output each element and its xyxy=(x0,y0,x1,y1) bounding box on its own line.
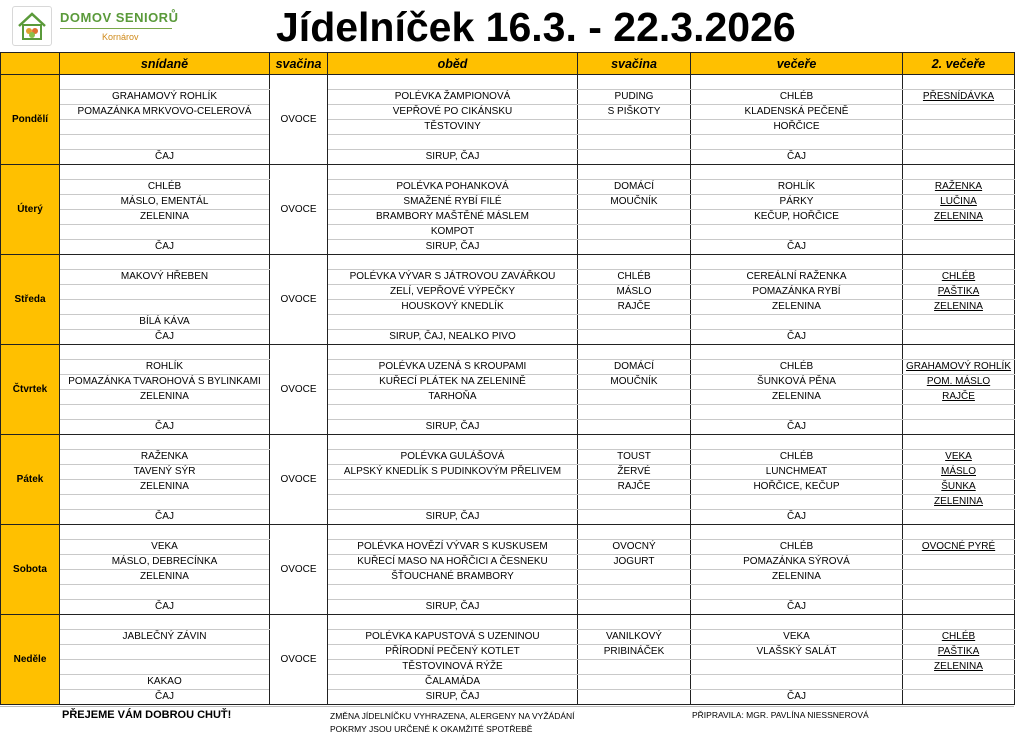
cell-lunch xyxy=(328,435,578,450)
cell-lunch: POLÉVKA KAPUSTOVÁ S UZENINOU xyxy=(328,630,578,645)
cell-lunch: POLÉVKA ŽAMPIONOVÁ xyxy=(328,90,578,105)
cell-breakfast: TAVENÝ SÝR xyxy=(60,465,270,480)
cell-dinner: ROHLÍK xyxy=(691,180,903,195)
cell-snack-afternoon xyxy=(578,675,691,690)
cell-snack-morning: OVOCE xyxy=(270,435,328,525)
cell-snack-afternoon xyxy=(578,570,691,585)
cell-lunch xyxy=(328,315,578,330)
cell-dinner: KLADENSKÁ PEČENĚ xyxy=(691,105,903,120)
cell-dinner: CHLÉB xyxy=(691,360,903,375)
cell-snack-afternoon xyxy=(578,435,691,450)
cell-breakfast xyxy=(60,75,270,90)
menu-row xyxy=(1,570,1015,585)
cell-breakfast: ZELENINA xyxy=(60,210,270,225)
menu-row xyxy=(1,225,1015,240)
menu-row xyxy=(1,315,1015,330)
menu-row xyxy=(1,495,1015,510)
cell-second-dinner xyxy=(903,420,1015,435)
cell-second-dinner xyxy=(903,570,1015,585)
cell-lunch xyxy=(328,75,578,90)
day-label: Úterý xyxy=(1,165,60,255)
cell-breakfast: ČAJ xyxy=(60,240,270,255)
cell-dinner: PÁRKY xyxy=(691,195,903,210)
cell-breakfast xyxy=(60,645,270,660)
cell-second-dinner: ZELENINA xyxy=(903,210,1015,225)
cell-lunch: VEPŘOVÉ PO CIKÁNSKU xyxy=(328,105,578,120)
cell-breakfast: ČAJ xyxy=(60,690,270,705)
menu-row xyxy=(1,210,1015,225)
page-title: Jídelníček 16.3. - 22.3.2026 xyxy=(276,4,796,50)
cell-snack-afternoon xyxy=(578,390,691,405)
cell-dinner xyxy=(691,315,903,330)
cell-second-dinner xyxy=(903,240,1015,255)
cell-dinner xyxy=(691,165,903,180)
cell-second-dinner xyxy=(903,135,1015,150)
cell-snack-afternoon: MOUČNÍK xyxy=(578,195,691,210)
menu-row xyxy=(1,465,1015,480)
cell-second-dinner: PŘESNÍDÁVKA xyxy=(903,90,1015,105)
cell-breakfast: RAŽENKA xyxy=(60,450,270,465)
cell-lunch: POLÉVKA HOVĚZÍ VÝVAR S KUSKUSEM xyxy=(328,540,578,555)
cell-breakfast xyxy=(60,525,270,540)
day-label: Sobota xyxy=(1,525,60,615)
cell-lunch: POLÉVKA UZENÁ S KROUPAMI xyxy=(328,360,578,375)
cell-dinner: ZELENINA xyxy=(691,570,903,585)
cell-second-dinner: VEKA xyxy=(903,450,1015,465)
cell-breakfast: ROHLÍK xyxy=(60,360,270,375)
cell-second-dinner xyxy=(903,600,1015,615)
cell-second-dinner xyxy=(903,105,1015,120)
menu-row xyxy=(1,345,1015,360)
cell-lunch: KUŘECÍ PLÁTEK NA ZELENINĚ xyxy=(328,375,578,390)
menu-row xyxy=(1,240,1015,255)
cell-second-dinner xyxy=(903,525,1015,540)
cell-dinner xyxy=(691,405,903,420)
cell-breakfast: JABLEČNÝ ZÁVIN xyxy=(60,630,270,645)
footer-note-allergens: ZMĚNA JÍDELNÍČKU VYHRAZENA, ALERGENY NA VYŽÁDÁNÍ xyxy=(330,711,575,721)
cell-breakfast xyxy=(60,225,270,240)
cell-dinner xyxy=(691,435,903,450)
footer-notes xyxy=(330,710,575,736)
cell-second-dinner: CHLÉB xyxy=(903,630,1015,645)
cell-dinner: ŠUNKOVÁ PĚNA xyxy=(691,375,903,390)
cell-dinner xyxy=(691,75,903,90)
menu-row xyxy=(1,615,1015,630)
cell-snack-afternoon xyxy=(578,600,691,615)
cell-lunch xyxy=(328,615,578,630)
cell-second-dinner: OVOCNÉ PYRÉ xyxy=(903,540,1015,555)
menu-row xyxy=(1,585,1015,600)
cell-breakfast: KAKAO xyxy=(60,675,270,690)
cell-breakfast xyxy=(60,285,270,300)
cell-second-dinner: LUČINA xyxy=(903,195,1015,210)
col-header-snack-afternoon: svačina xyxy=(578,53,691,75)
menu-row xyxy=(1,255,1015,270)
cell-lunch: SIRUP, ČAJ xyxy=(328,150,578,165)
menu-row xyxy=(1,360,1015,375)
cell-dinner: POMAZÁNKA SÝROVÁ xyxy=(691,555,903,570)
cell-breakfast: MAKOVÝ HŘEBEN xyxy=(60,270,270,285)
menu-row xyxy=(1,510,1015,525)
cell-second-dinner: RAŽENKA xyxy=(903,180,1015,195)
menu-row xyxy=(1,540,1015,555)
col-header-dinner: večeře xyxy=(691,53,903,75)
cell-lunch: ALPSKÝ KNEDLÍK S PUDINKOVÝM PŘELIVEM xyxy=(328,465,578,480)
cell-snack-afternoon xyxy=(578,525,691,540)
cell-snack-afternoon: RAJČE xyxy=(578,480,691,495)
cell-breakfast: MÁSLO, EMENTÁL xyxy=(60,195,270,210)
cell-lunch: SIRUP, ČAJ xyxy=(328,420,578,435)
menu-row xyxy=(1,630,1015,645)
cell-snack-afternoon xyxy=(578,135,691,150)
cell-dinner xyxy=(691,225,903,240)
cell-snack-afternoon: MOUČNÍK xyxy=(578,375,691,390)
cell-snack-afternoon xyxy=(578,405,691,420)
cell-breakfast: ČAJ xyxy=(60,510,270,525)
cell-second-dinner: ŠUNKA xyxy=(903,480,1015,495)
menu-row xyxy=(1,105,1015,120)
cell-second-dinner xyxy=(903,255,1015,270)
cell-dinner: HOŘČICE xyxy=(691,120,903,135)
cell-lunch: TĚSTOVINY xyxy=(328,120,578,135)
cell-second-dinner xyxy=(903,585,1015,600)
cell-lunch: SIRUP, ČAJ xyxy=(328,240,578,255)
cell-snack-afternoon: OVOCNÝ xyxy=(578,540,691,555)
cell-breakfast xyxy=(60,585,270,600)
cell-second-dinner xyxy=(903,225,1015,240)
cell-second-dinner: MÁSLO xyxy=(903,465,1015,480)
cell-second-dinner xyxy=(903,345,1015,360)
cell-second-dinner: ZELENINA xyxy=(903,300,1015,315)
menu-row xyxy=(1,330,1015,345)
cell-snack-afternoon xyxy=(578,150,691,165)
cell-second-dinner: PAŠTIKA xyxy=(903,645,1015,660)
cell-snack-afternoon: S PIŠKOTY xyxy=(578,105,691,120)
cell-second-dinner: RAJČE xyxy=(903,390,1015,405)
cell-lunch: ZELÍ, VEPŘOVÉ VÝPEČKY xyxy=(328,285,578,300)
menu-row xyxy=(1,480,1015,495)
cell-dinner xyxy=(691,255,903,270)
cell-breakfast xyxy=(60,255,270,270)
cell-dinner xyxy=(691,615,903,630)
cell-dinner: CHLÉB xyxy=(691,450,903,465)
footer xyxy=(0,706,1014,744)
cell-lunch: KUŘECÍ MASO NA HOŘČICI A ČESNEKU xyxy=(328,555,578,570)
cell-snack-afternoon xyxy=(578,120,691,135)
cell-snack-afternoon: PRIBINÁČEK xyxy=(578,645,691,660)
cell-second-dinner xyxy=(903,555,1015,570)
cell-dinner: LUNCHMEAT xyxy=(691,465,903,480)
cell-lunch: TARHOŇA xyxy=(328,390,578,405)
cell-lunch xyxy=(328,255,578,270)
cell-second-dinner: POM. MÁSLO xyxy=(903,375,1015,390)
cell-lunch: TĚSTOVINOVÁ RÝŽE xyxy=(328,660,578,675)
cell-dinner: CHLÉB xyxy=(691,90,903,105)
cell-second-dinner: CHLÉB xyxy=(903,270,1015,285)
cell-breakfast: ZELENINA xyxy=(60,390,270,405)
cell-snack-morning: OVOCE xyxy=(270,255,328,345)
cell-lunch: SMAŽENÉ RYBÍ FILÉ xyxy=(328,195,578,210)
cell-snack-morning: OVOCE xyxy=(270,525,328,615)
cell-second-dinner xyxy=(903,75,1015,90)
cell-lunch: HOUSKOVÝ KNEDLÍK xyxy=(328,300,578,315)
cell-snack-afternoon xyxy=(578,165,691,180)
cell-snack-afternoon xyxy=(578,420,691,435)
cell-second-dinner xyxy=(903,405,1015,420)
cell-breakfast: MÁSLO, DEBRECÍNKA xyxy=(60,555,270,570)
day-label: Pondělí xyxy=(1,75,60,165)
col-header-snack-morning: svačina xyxy=(270,53,328,75)
cell-second-dinner xyxy=(903,330,1015,345)
cell-lunch: POLÉVKA POHANKOVÁ xyxy=(328,180,578,195)
cell-lunch xyxy=(328,480,578,495)
cell-lunch xyxy=(328,405,578,420)
cell-breakfast: CHLÉB xyxy=(60,180,270,195)
cell-second-dinner: GRAHAMOVÝ ROHLÍK xyxy=(903,360,1015,375)
menu-row xyxy=(1,660,1015,675)
cell-breakfast: VEKA xyxy=(60,540,270,555)
cell-breakfast: BÍLÁ KÁVA xyxy=(60,315,270,330)
cell-second-dinner: ZELENINA xyxy=(903,660,1015,675)
cell-dinner: ČAJ xyxy=(691,150,903,165)
menu-row xyxy=(1,450,1015,465)
cell-dinner: VEKA xyxy=(691,630,903,645)
cell-dinner: ZELENINA xyxy=(691,390,903,405)
cell-snack-afternoon xyxy=(578,225,691,240)
menu-row xyxy=(1,285,1015,300)
cell-lunch xyxy=(328,135,578,150)
cell-snack-morning: OVOCE xyxy=(270,165,328,255)
menu-row xyxy=(1,645,1015,660)
cell-snack-afternoon xyxy=(578,315,691,330)
cell-breakfast xyxy=(60,165,270,180)
cell-breakfast: POMAZÁNKA MRKVOVO-CELEROVÁ xyxy=(60,105,270,120)
cell-lunch xyxy=(328,585,578,600)
menu-row xyxy=(1,525,1015,540)
cell-lunch: POLÉVKA GULÁŠOVÁ xyxy=(328,450,578,465)
cell-snack-morning: OVOCE xyxy=(270,615,328,705)
cell-dinner: ČAJ xyxy=(691,240,903,255)
cell-snack-afternoon: VANILKOVÝ xyxy=(578,630,691,645)
cell-second-dinner xyxy=(903,120,1015,135)
cell-second-dinner xyxy=(903,690,1015,705)
cell-breakfast xyxy=(60,615,270,630)
cell-lunch: SIRUP, ČAJ xyxy=(328,690,578,705)
footer-wish: PŘEJEME VÁM DOBROU CHUŤ! xyxy=(62,709,232,721)
cell-breakfast xyxy=(60,300,270,315)
cell-dinner: ČAJ xyxy=(691,690,903,705)
menu-row xyxy=(1,555,1015,570)
cell-snack-afternoon xyxy=(578,615,691,630)
menu-row xyxy=(1,300,1015,315)
cell-snack-afternoon: DOMÁCÍ xyxy=(578,180,691,195)
footer-note-consumption: POKRMY JSOU URČENÉ K OKAMŽITÉ SPOTŘEBĚ xyxy=(330,724,533,734)
cell-dinner: ČAJ xyxy=(691,510,903,525)
cell-snack-afternoon xyxy=(578,345,691,360)
cell-snack-afternoon: RAJČE xyxy=(578,300,691,315)
menu-row xyxy=(1,420,1015,435)
menu-row xyxy=(1,405,1015,420)
menu-row xyxy=(1,90,1015,105)
cell-breakfast: GRAHAMOVÝ ROHLÍK xyxy=(60,90,270,105)
logo-name: DOMOV SENIORŮ xyxy=(60,10,179,25)
menu-row xyxy=(1,135,1015,150)
cell-lunch: PŘÍRODNÍ PEČENÝ KOTLET xyxy=(328,645,578,660)
cell-lunch: POLÉVKA VÝVAR S JÁTROVOU ZAVÁŘKOU xyxy=(328,270,578,285)
cell-breakfast: POMAZÁNKA TVAROHOVÁ S BYLINKAMI xyxy=(60,375,270,390)
cell-dinner: ČAJ xyxy=(691,600,903,615)
cell-breakfast: ČAJ xyxy=(60,420,270,435)
logo-location: Kornárov xyxy=(102,32,139,42)
menu-table xyxy=(0,52,1015,705)
cell-lunch: SIRUP, ČAJ xyxy=(328,600,578,615)
col-header-second-dinner: 2. večeře xyxy=(903,53,1015,75)
cell-snack-afternoon xyxy=(578,240,691,255)
cell-snack-afternoon xyxy=(578,210,691,225)
cell-lunch: KOMPOT xyxy=(328,225,578,240)
cell-dinner: HOŘČICE, KEČUP xyxy=(691,480,903,495)
cell-dinner xyxy=(691,585,903,600)
cell-lunch: SIRUP, ČAJ xyxy=(328,510,578,525)
cell-breakfast: ČAJ xyxy=(60,600,270,615)
cell-snack-afternoon xyxy=(578,585,691,600)
menu-row xyxy=(1,600,1015,615)
cell-snack-afternoon xyxy=(578,495,691,510)
menu-row xyxy=(1,375,1015,390)
cell-dinner xyxy=(691,675,903,690)
cell-dinner: ZELENINA xyxy=(691,300,903,315)
cell-breakfast: ČAJ xyxy=(60,150,270,165)
day-label: Středa xyxy=(1,255,60,345)
cell-dinner xyxy=(691,345,903,360)
cell-dinner: ČAJ xyxy=(691,330,903,345)
menu-row xyxy=(1,195,1015,210)
cell-second-dinner xyxy=(903,435,1015,450)
cell-breakfast xyxy=(60,135,270,150)
cell-snack-afternoon xyxy=(578,510,691,525)
cell-lunch xyxy=(328,345,578,360)
cell-dinner xyxy=(691,660,903,675)
house-logo-icon xyxy=(12,6,52,46)
cell-second-dinner: PAŠTIKA xyxy=(903,285,1015,300)
cell-breakfast: ČAJ xyxy=(60,330,270,345)
cell-dinner: CEREÁLNÍ RAŽENKA xyxy=(691,270,903,285)
menu-row xyxy=(1,270,1015,285)
day-label: Čtvrtek xyxy=(1,345,60,435)
cell-lunch: SIRUP, ČAJ, NEALKO PIVO xyxy=(328,330,578,345)
menu-row xyxy=(1,165,1015,180)
cell-lunch: BRAMBORY MAŠTĚNÉ MÁSLEM xyxy=(328,210,578,225)
cell-lunch xyxy=(328,495,578,510)
day-label: Neděle xyxy=(1,615,60,705)
cell-dinner: KEČUP, HOŘČICE xyxy=(691,210,903,225)
cell-breakfast xyxy=(60,345,270,360)
cell-breakfast xyxy=(60,435,270,450)
cell-snack-afternoon: PUDING xyxy=(578,90,691,105)
cell-snack-afternoon: CHLÉB xyxy=(578,270,691,285)
cell-second-dinner xyxy=(903,150,1015,165)
menu-row xyxy=(1,75,1015,90)
cell-lunch xyxy=(328,165,578,180)
cell-snack-afternoon: DOMÁCÍ xyxy=(578,360,691,375)
cell-breakfast xyxy=(60,660,270,675)
cell-snack-afternoon xyxy=(578,255,691,270)
cell-second-dinner xyxy=(903,615,1015,630)
cell-breakfast xyxy=(60,120,270,135)
cell-snack-morning: OVOCE xyxy=(270,345,328,435)
cell-dinner xyxy=(691,135,903,150)
cell-snack-afternoon xyxy=(578,660,691,675)
cell-snack-afternoon xyxy=(578,690,691,705)
cell-breakfast xyxy=(60,405,270,420)
cell-breakfast xyxy=(60,495,270,510)
cell-breakfast: ZELENINA xyxy=(60,480,270,495)
cell-snack-afternoon xyxy=(578,330,691,345)
menu-row xyxy=(1,675,1015,690)
menu-row xyxy=(1,180,1015,195)
cell-second-dinner xyxy=(903,675,1015,690)
cell-dinner: POMAZÁNKA RYBÍ xyxy=(691,285,903,300)
cell-snack-afternoon: JOGURT xyxy=(578,555,691,570)
menu-row xyxy=(1,150,1015,165)
logo xyxy=(8,4,178,46)
cell-snack-morning: OVOCE xyxy=(270,75,328,165)
cell-lunch: ČALAMÁDA xyxy=(328,675,578,690)
cell-snack-afternoon xyxy=(578,75,691,90)
corner-cell xyxy=(1,53,60,75)
cell-second-dinner xyxy=(903,510,1015,525)
cell-lunch xyxy=(328,525,578,540)
cell-second-dinner xyxy=(903,165,1015,180)
cell-lunch: ŠŤOUCHANÉ BRAMBORY xyxy=(328,570,578,585)
cell-snack-afternoon: MÁSLO xyxy=(578,285,691,300)
cell-second-dinner: ZELENINA xyxy=(903,495,1015,510)
footer-prepared-by: PŘIPRAVILA: MGR. PAVLÍNA NIESSNEROVÁ xyxy=(692,710,869,720)
cell-dinner: VLAŠSKÝ SALÁT xyxy=(691,645,903,660)
menu-row xyxy=(1,120,1015,135)
cell-second-dinner xyxy=(903,315,1015,330)
cell-breakfast: ZELENINA xyxy=(60,570,270,585)
cell-dinner: ČAJ xyxy=(691,420,903,435)
cell-snack-afternoon: TOUST xyxy=(578,450,691,465)
header-row xyxy=(1,53,1015,75)
menu-row xyxy=(1,690,1015,705)
col-header-lunch: oběd xyxy=(328,53,578,75)
menu-row xyxy=(1,390,1015,405)
cell-dinner xyxy=(691,495,903,510)
day-label: Pátek xyxy=(1,435,60,525)
col-header-breakfast: snídaně xyxy=(60,53,270,75)
logo-divider xyxy=(60,28,172,29)
menu-row xyxy=(1,435,1015,450)
cell-dinner: CHLÉB xyxy=(691,540,903,555)
cell-dinner xyxy=(691,525,903,540)
cell-snack-afternoon: ŽERVÉ xyxy=(578,465,691,480)
